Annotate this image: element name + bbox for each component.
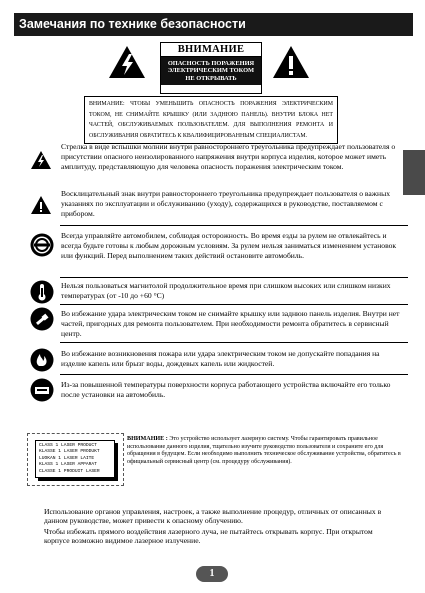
laser-line: KLASS 1 LASER APPARAT bbox=[39, 462, 97, 468]
page-title: Замечания по технике безопасности bbox=[14, 13, 413, 36]
fire-drop-icon bbox=[30, 348, 54, 372]
item-text-3: Всегда управляйте автомобилем, соблюдая осторожность. Во время езды за рулем не отвлекайтесь и всегда будьте готовы к любым дорожным условиям. За рулем нельзя заниматься изменением установок или функций. Перед выполнением таких действий остановите автомобиль. bbox=[61, 231, 397, 260]
screwdriver-icon bbox=[30, 307, 54, 331]
laser-caution-label: ВНИМАНИЕ : bbox=[127, 436, 168, 442]
caution-line-1: ОПАСНОСТЬ ПОРАЖЕНИЯ bbox=[167, 60, 255, 67]
laser-line: CLASS 1 LASER PRODUCT bbox=[39, 443, 97, 448]
divider bbox=[60, 342, 408, 343]
item-text-4: Нельзя пользоваться магнитолой продолжительное время при слишком высоких или слишком низких температурах (от -10 до +60 °C) bbox=[61, 281, 391, 300]
divider bbox=[60, 304, 408, 305]
divider bbox=[60, 277, 408, 278]
item-text-2: Восклицательный знак внутри равностороннего треугольника предупреждает пользователя о важных указаниях по эксплуатации и обслуживанию (уходу), содержащихся в руководстве, поставляемом с прибором. bbox=[61, 189, 390, 218]
caution-label bbox=[160, 42, 262, 94]
exclamation-triangle-icon bbox=[272, 45, 310, 79]
laser-line: LUOKAN 1 LASER LAITE bbox=[39, 455, 95, 461]
laser-caution-text: Это устройство использует лазерную систему. Чтобы гарантировать правильное использование данного изделия, тщательно изучите руководство пользователя и сохраните его для обращения в будущем. Если необходимо выполнить техническое обслуживание устройства, обратитесь в официальный сервисный центр (см. процедуру обслуживания). bbox=[127, 436, 401, 465]
divider bbox=[60, 225, 408, 226]
item-text-1: Стрелка в виде вспышки молнии внутри равностороннего треугольника предупреждает пользователя о присутствии опасного неизолированного напряжения внутри корпуса изделия, которое может иметь амплитуду, представляющую для человека опасность поражения электрическим током. bbox=[61, 142, 396, 171]
body-paragraph-2: Чтобы избежать прямого воздействия лазерного луча, не пытайтесь открывать корпус. При открытом корпусе возможно видимое лазерное излучение. bbox=[44, 527, 373, 546]
item-text-5: Во избежание удара электрическим током не снимайте крышку или заднюю панель изделия. Внутри нет частей, пригодных для ремонта пользователем. При необходимости ремонта обратитесь в сервисный центр. bbox=[61, 309, 400, 338]
item-text-6: Во избежание возникновения пожара или удара электрическим током не допускайте попадания на изделие капель или брызг воды, дождевых капель или жидкостей. bbox=[61, 349, 380, 368]
lightning-triangle-icon bbox=[108, 45, 146, 79]
laser-line: CLASSE 1 PRODUIT LASER bbox=[39, 468, 100, 474]
lightning-triangle-icon bbox=[30, 150, 52, 170]
page-number: 1 bbox=[196, 566, 228, 582]
exclamation-triangle-icon bbox=[30, 195, 52, 215]
caution-subtitle bbox=[161, 57, 261, 85]
caution-title: ВНИМАНИЕ bbox=[161, 43, 261, 57]
item-text-7: Из-за повышенной температуры поверхности корпуса работающего устройства включайте его только после установки на автомобиль. bbox=[61, 380, 391, 399]
divider bbox=[60, 374, 408, 375]
laser-label-text bbox=[35, 440, 115, 478]
steering-wheel-icon bbox=[30, 233, 54, 257]
laser-caution-note bbox=[127, 436, 412, 466]
car-unit-icon bbox=[30, 378, 54, 402]
thermometer-icon bbox=[30, 280, 54, 304]
caution-line-2: ЭЛЕКТРИЧЕСКИМ ТОКОМ bbox=[167, 67, 255, 75]
body-paragraph-1: Использование органов управления, настроек, а также выполнение процедур, отличных от описанных в данном руководстве, может привести к опасному облучению. bbox=[44, 507, 382, 526]
section-tab bbox=[403, 150, 425, 195]
caution-line-3: НЕ ОТКРЫВАТЬ bbox=[185, 74, 237, 82]
laser-class-label bbox=[27, 433, 124, 486]
warning-note: ВНИМАНИЕ: ЧТОБЫ УМЕНЬШИТЬ ОПАСНОСТЬ ПОРАЖЕНИЯ ЭЛЕКТРИЧЕСКИМ ТОКОМ, НЕ СНИМАЙТЕ КРЫШКУ (ИЛИ ЗАДНЮЮ ПАНЕЛЬ). ВНУТРИ БЛОКА НЕТ ЧАСТЕЙ, ОБСЛУЖИВАЕМЫХ ПОЛЬЗОВАТЕЛЕМ. ДЛЯ ВЫПОЛНЕНИЯ РЕМОНТА И ОБСЛУЖИВАНИЯ ОБРАТИТЕСЬ К КВАЛИФИЦИРОВАННЫМ СПЕЦИАЛИСТАМ. bbox=[84, 96, 338, 144]
laser-line: KLASSE 1 LASER PRODUKT bbox=[39, 449, 100, 455]
